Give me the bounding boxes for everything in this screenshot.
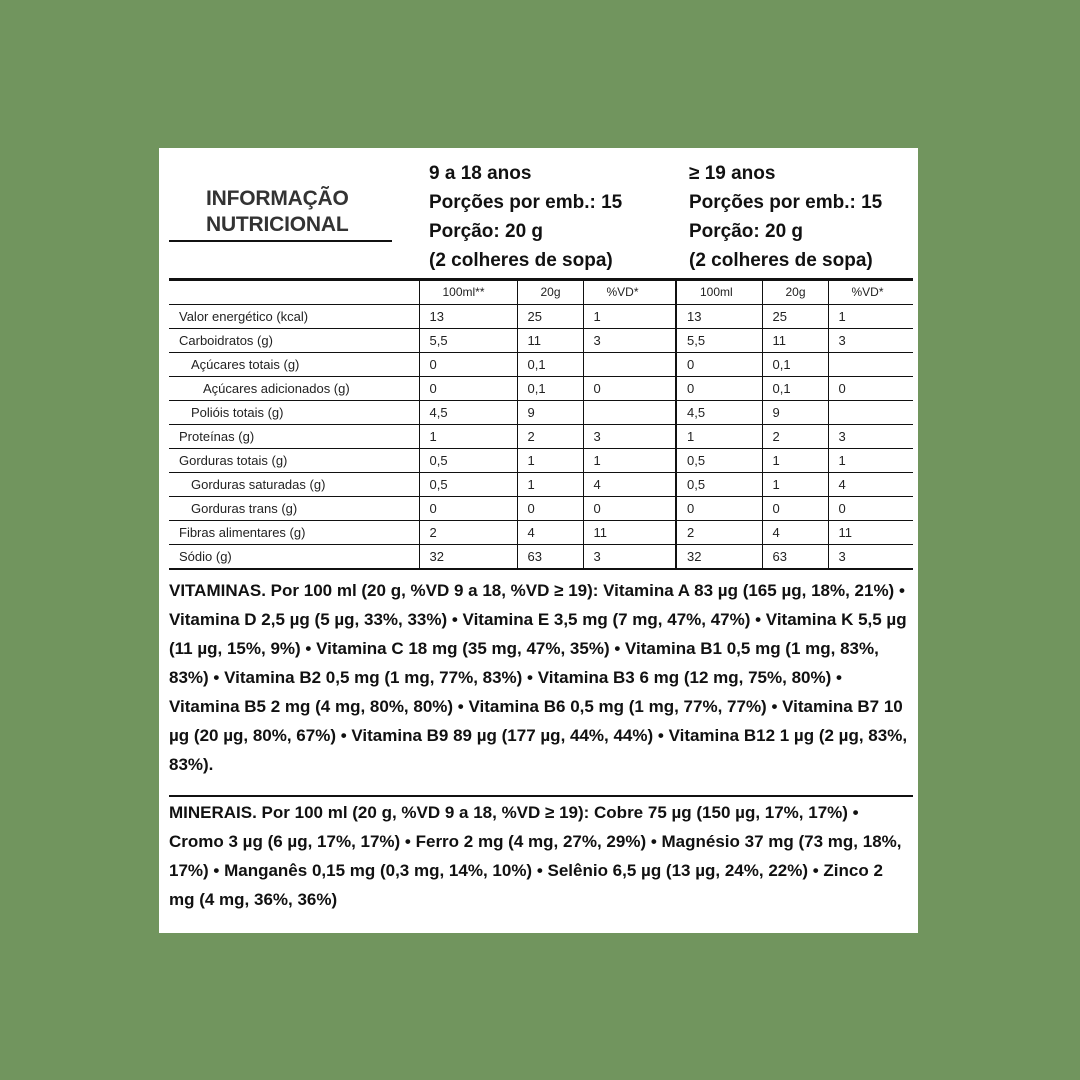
nutrient-value: 0,1 <box>517 377 583 401</box>
nutrient-label: Açúcares adicionados (g) <box>169 377 419 401</box>
title-line-2: NUTRICIONAL <box>206 213 349 236</box>
table-row <box>169 449 913 473</box>
column-header: %VD* <box>828 281 913 305</box>
nutrient-value: 1 <box>583 305 676 329</box>
nutrient-label: Polióis totais (g) <box>169 401 419 425</box>
nutrient-value: 3 <box>828 425 913 449</box>
column-header: 100ml** <box>419 281 517 305</box>
label-title <box>206 186 396 238</box>
nutrient-label: Valor energético (kcal) <box>169 305 419 329</box>
table-header-blank <box>169 281 419 305</box>
table-header-row <box>169 281 913 305</box>
nutrition-table <box>169 281 913 570</box>
nutrient-label: Açúcares totais (g) <box>169 353 419 377</box>
nutrient-value: 0 <box>583 377 676 401</box>
table-row <box>169 353 913 377</box>
nutrient-value: 0 <box>419 377 517 401</box>
nutrient-value: 4 <box>583 473 676 497</box>
nutrient-value: 4 <box>517 521 583 545</box>
nutrient-value: 1 <box>419 425 517 449</box>
nutrient-value: 0,5 <box>419 473 517 497</box>
group-portion: Porção: 20 g <box>689 221 804 242</box>
table-row <box>169 473 913 497</box>
nutrient-value: 0,1 <box>517 353 583 377</box>
group-header-9-18 <box>429 159 622 275</box>
nutrient-value <box>583 401 676 425</box>
nutrient-value: 0 <box>676 377 762 401</box>
nutrient-value: 32 <box>419 545 517 570</box>
nutrient-value: 5,5 <box>419 329 517 353</box>
table-row <box>169 497 913 521</box>
nutrient-value: 3 <box>583 329 676 353</box>
nutrient-value: 5,5 <box>676 329 762 353</box>
nutrient-value: 0,5 <box>419 449 517 473</box>
nutrient-value: 0,1 <box>762 377 828 401</box>
nutrient-value: 0,5 <box>676 473 762 497</box>
nutrient-value: 1 <box>517 473 583 497</box>
nutrient-value: 0 <box>828 377 913 401</box>
nutrient-value: 0 <box>828 497 913 521</box>
nutrient-value <box>828 401 913 425</box>
nutrient-value: 32 <box>676 545 762 570</box>
minerals-divider <box>169 795 913 797</box>
nutrient-value: 63 <box>517 545 583 570</box>
nutrient-value: 11 <box>828 521 913 545</box>
group-header-19-plus <box>689 159 882 275</box>
nutrient-value: 3 <box>828 545 913 570</box>
nutrient-value: 25 <box>762 305 828 329</box>
table-row <box>169 425 913 449</box>
title-divider <box>169 240 392 242</box>
nutrient-value: 2 <box>419 521 517 545</box>
table-row <box>169 305 913 329</box>
nutrient-value: 2 <box>762 425 828 449</box>
column-header: 20g <box>762 281 828 305</box>
table-row <box>169 377 913 401</box>
nutrient-value: 1 <box>762 449 828 473</box>
nutrient-value: 11 <box>517 329 583 353</box>
nutrient-label: Fibras alimentares (g) <box>169 521 419 545</box>
vitamins-section: VITAMINAS. Por 100 ml (20 g, %VD 9 a 18, %VD ≥ 19): Vitamina A 83 µg (165 µg, 18%, 21%) • Vitamina D 2,5 µg (5 µg, 33%, 33%) • Vitamina E 3,5 mg (7 mg, 47%, 47%) • Vitamina K 5,5 µg (11 µg, 15%, 9%) • Vitamina C 18 mg (35 mg, 47%, 35%) • Vitamina B1 0,5 mg (1 mg, 83%, 83%) • Vitamina B2 0,5 mg (1 mg, 77%, 83%) • Vitamina B3 6 mg (12 mg, 75%, 80%) • Vitamina B5 2 mg (4 mg, 80%, 80%) • Vitamina B6 0,5 mg (1 mg, 77%, 77%) • Vitamina B7 10 µg (20 µg, 80%, 67%) • Vitamina B9 89 µg (177 µg, 44%, 44%) • Vitamina B12 1 µg (2 µg, 83%, 83%). <box>169 581 908 774</box>
column-header: 20g <box>517 281 583 305</box>
nutrient-label: Gorduras totais (g) <box>169 449 419 473</box>
minerals-section: MINERAIS. Por 100 ml (20 g, %VD 9 a 18, %VD ≥ 19): Cobre 75 µg (150 µg, 17%, 17%) • Cromo 3 µg (6 µg, 17%, 17%) • Ferro 2 mg (4 mg, 27%, 29%) • Magnésio 37 mg (73 mg, 18%, 17%) • Manganês 0,15 mg (0,3 mg, 14%, 10%) • Selênio 6,5 µg (13 µg, 24%, 22%) • Zinco 2 mg (4 mg, 36%, 36%) <box>169 803 902 909</box>
nutrient-value: 2 <box>517 425 583 449</box>
nutrient-value: 0 <box>419 353 517 377</box>
nutrient-value: 3 <box>583 425 676 449</box>
group-servings: Porções por emb.: 15 <box>689 192 883 213</box>
nutrient-value: 0 <box>517 497 583 521</box>
nutrient-value: 0 <box>676 353 762 377</box>
nutrient-label: Sódio (g) <box>169 545 419 570</box>
nutrient-value: 9 <box>517 401 583 425</box>
nutrient-value: 0 <box>419 497 517 521</box>
nutrient-value: 11 <box>762 329 828 353</box>
nutrient-value: 0 <box>583 497 676 521</box>
group-portion: Porção: 20 g <box>429 221 544 242</box>
group-portion-note: (2 colheres de sopa) <box>689 250 873 271</box>
nutrient-value: 3 <box>583 545 676 570</box>
nutrient-value: 1 <box>828 305 913 329</box>
nutrient-value: 1 <box>828 449 913 473</box>
group-age: ≥ 19 anos <box>689 163 776 184</box>
nutrient-value: 4,5 <box>676 401 762 425</box>
nutrient-value: 0 <box>762 497 828 521</box>
nutrient-value: 1 <box>762 473 828 497</box>
group-servings: Porções por emb.: 15 <box>429 192 623 213</box>
nutrient-value: 13 <box>419 305 517 329</box>
column-header: 100ml <box>676 281 762 305</box>
group-age: 9 a 18 anos <box>429 163 532 184</box>
table-row <box>169 545 913 570</box>
nutrient-value: 0 <box>676 497 762 521</box>
nutrient-value: 4 <box>828 473 913 497</box>
nutrient-value: 4 <box>762 521 828 545</box>
title-line-1: INFORMAÇÃO <box>206 187 349 210</box>
nutrition-label <box>159 148 918 933</box>
nutrient-label: Gorduras saturadas (g) <box>169 473 419 497</box>
nutrient-value <box>583 353 676 377</box>
nutrient-value: 3 <box>828 329 913 353</box>
nutrient-value: 4,5 <box>419 401 517 425</box>
table-row <box>169 329 913 353</box>
nutrient-label: Proteínas (g) <box>169 425 419 449</box>
nutrient-value: 0,5 <box>676 449 762 473</box>
nutrient-value: 11 <box>583 521 676 545</box>
table-row <box>169 401 913 425</box>
nutrient-value: 13 <box>676 305 762 329</box>
nutrient-value: 9 <box>762 401 828 425</box>
nutrient-value: 1 <box>517 449 583 473</box>
nutrient-value: 0,1 <box>762 353 828 377</box>
table-row <box>169 521 913 545</box>
nutrient-value: 2 <box>676 521 762 545</box>
nutrient-value: 25 <box>517 305 583 329</box>
nutrient-value <box>828 353 913 377</box>
group-portion-note: (2 colheres de sopa) <box>429 250 613 271</box>
column-header: %VD* <box>583 281 676 305</box>
nutrient-label: Carboidratos (g) <box>169 329 419 353</box>
nutrient-value: 63 <box>762 545 828 570</box>
nutrient-value: 1 <box>676 425 762 449</box>
nutrient-value: 1 <box>583 449 676 473</box>
nutrient-label: Gorduras trans (g) <box>169 497 419 521</box>
